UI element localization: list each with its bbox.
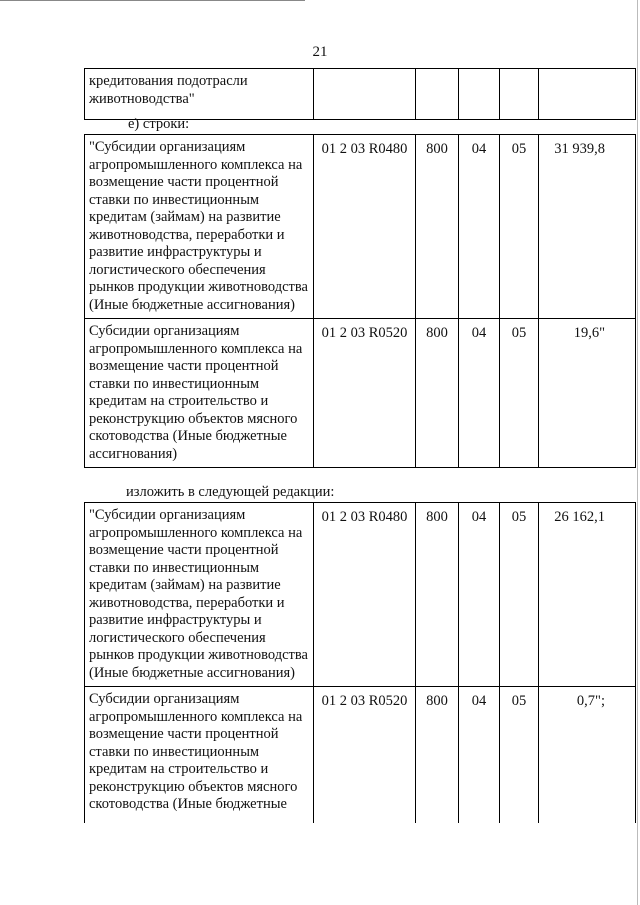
section-cell: 04: [459, 503, 500, 687]
subsection-cell: [500, 69, 539, 120]
subsection-cell: 05: [500, 503, 539, 687]
expense-type-cell: 800: [416, 687, 459, 824]
program-code-cell: [314, 69, 416, 120]
amendment-caption: е) строки:: [128, 116, 190, 132]
program-code-cell: 01 2 03 R0480: [314, 135, 416, 319]
expense-type-cell: 800: [416, 135, 459, 319]
amendment-caption: изложить в следующей редакции:: [126, 484, 335, 500]
subsection-cell: 05: [500, 319, 539, 468]
row-name-cell: Субсидии организациям агропромышленного комплекса на возмещение части процентной ставки по инвестиционным кредитам на строительство и реконструкцию объектов мясного скотоводства (Иные бюджетные ассигнования): [85, 319, 314, 468]
program-code-cell: 01 2 03 R0520: [314, 687, 416, 824]
section-cell: 04: [459, 319, 500, 468]
scan-edge-line: [637, 0, 638, 905]
table-row: [85, 69, 636, 120]
row-name-cell: Субсидии организациям агропромышленного комплекса на возмещение части процентной ставки по инвестиционным кредитам на строительство и реконструкцию объектов мясного скотоводства (Иные бюджетные: [85, 687, 314, 824]
page-number: 21: [312, 44, 328, 60]
row-name-cell: кредитования подотрасли животноводства": [85, 69, 314, 120]
program-code-cell: 01 2 03 R0480: [314, 503, 416, 687]
expense-type-cell: 800: [416, 503, 459, 687]
section-cell: 04: [459, 687, 500, 824]
row-name-cell: "Субсидии организациям агропромышленного комплекса на возмещение части процентной ставки по инвестиционным кредитам (займам) на развитие животноводства, переработки и развитие инфраструктуры и логистического обеспечения рынков продукции животноводства (Иные бюджетные ассигнования): [85, 503, 314, 687]
row-name-cell: "Субсидии организациям агропромышленного комплекса на возмещение части процентной ставки по инвестиционным кредитам (займам) на развитие животноводства, переработки и развитие инфраструктуры и логистического обеспечения рынков продукции животноводства (Иные бюджетные ассигнования): [85, 135, 314, 319]
section-cell: [459, 69, 500, 120]
expense-type-cell: [416, 69, 459, 120]
amount-cell: [539, 69, 636, 120]
table-row: [85, 687, 636, 824]
table-row: [85, 503, 636, 687]
budget-table-old-rows: [84, 134, 636, 468]
amount-cell: 0,7";: [539, 687, 636, 824]
subsection-cell: 05: [500, 687, 539, 824]
table-row: [85, 319, 636, 468]
table-row: [85, 135, 636, 319]
subsection-cell: 05: [500, 135, 539, 319]
budget-table-continued: [84, 68, 636, 120]
budget-table-new-rows: [84, 502, 636, 823]
section-cell: 04: [459, 135, 500, 319]
program-code-cell: 01 2 03 R0520: [314, 319, 416, 468]
amount-cell: 19,6": [539, 319, 636, 468]
scan-edge-line: [0, 0, 305, 1]
expense-type-cell: 800: [416, 319, 459, 468]
amount-cell: 26 162,1: [539, 503, 636, 687]
amount-cell: 31 939,8: [539, 135, 636, 319]
